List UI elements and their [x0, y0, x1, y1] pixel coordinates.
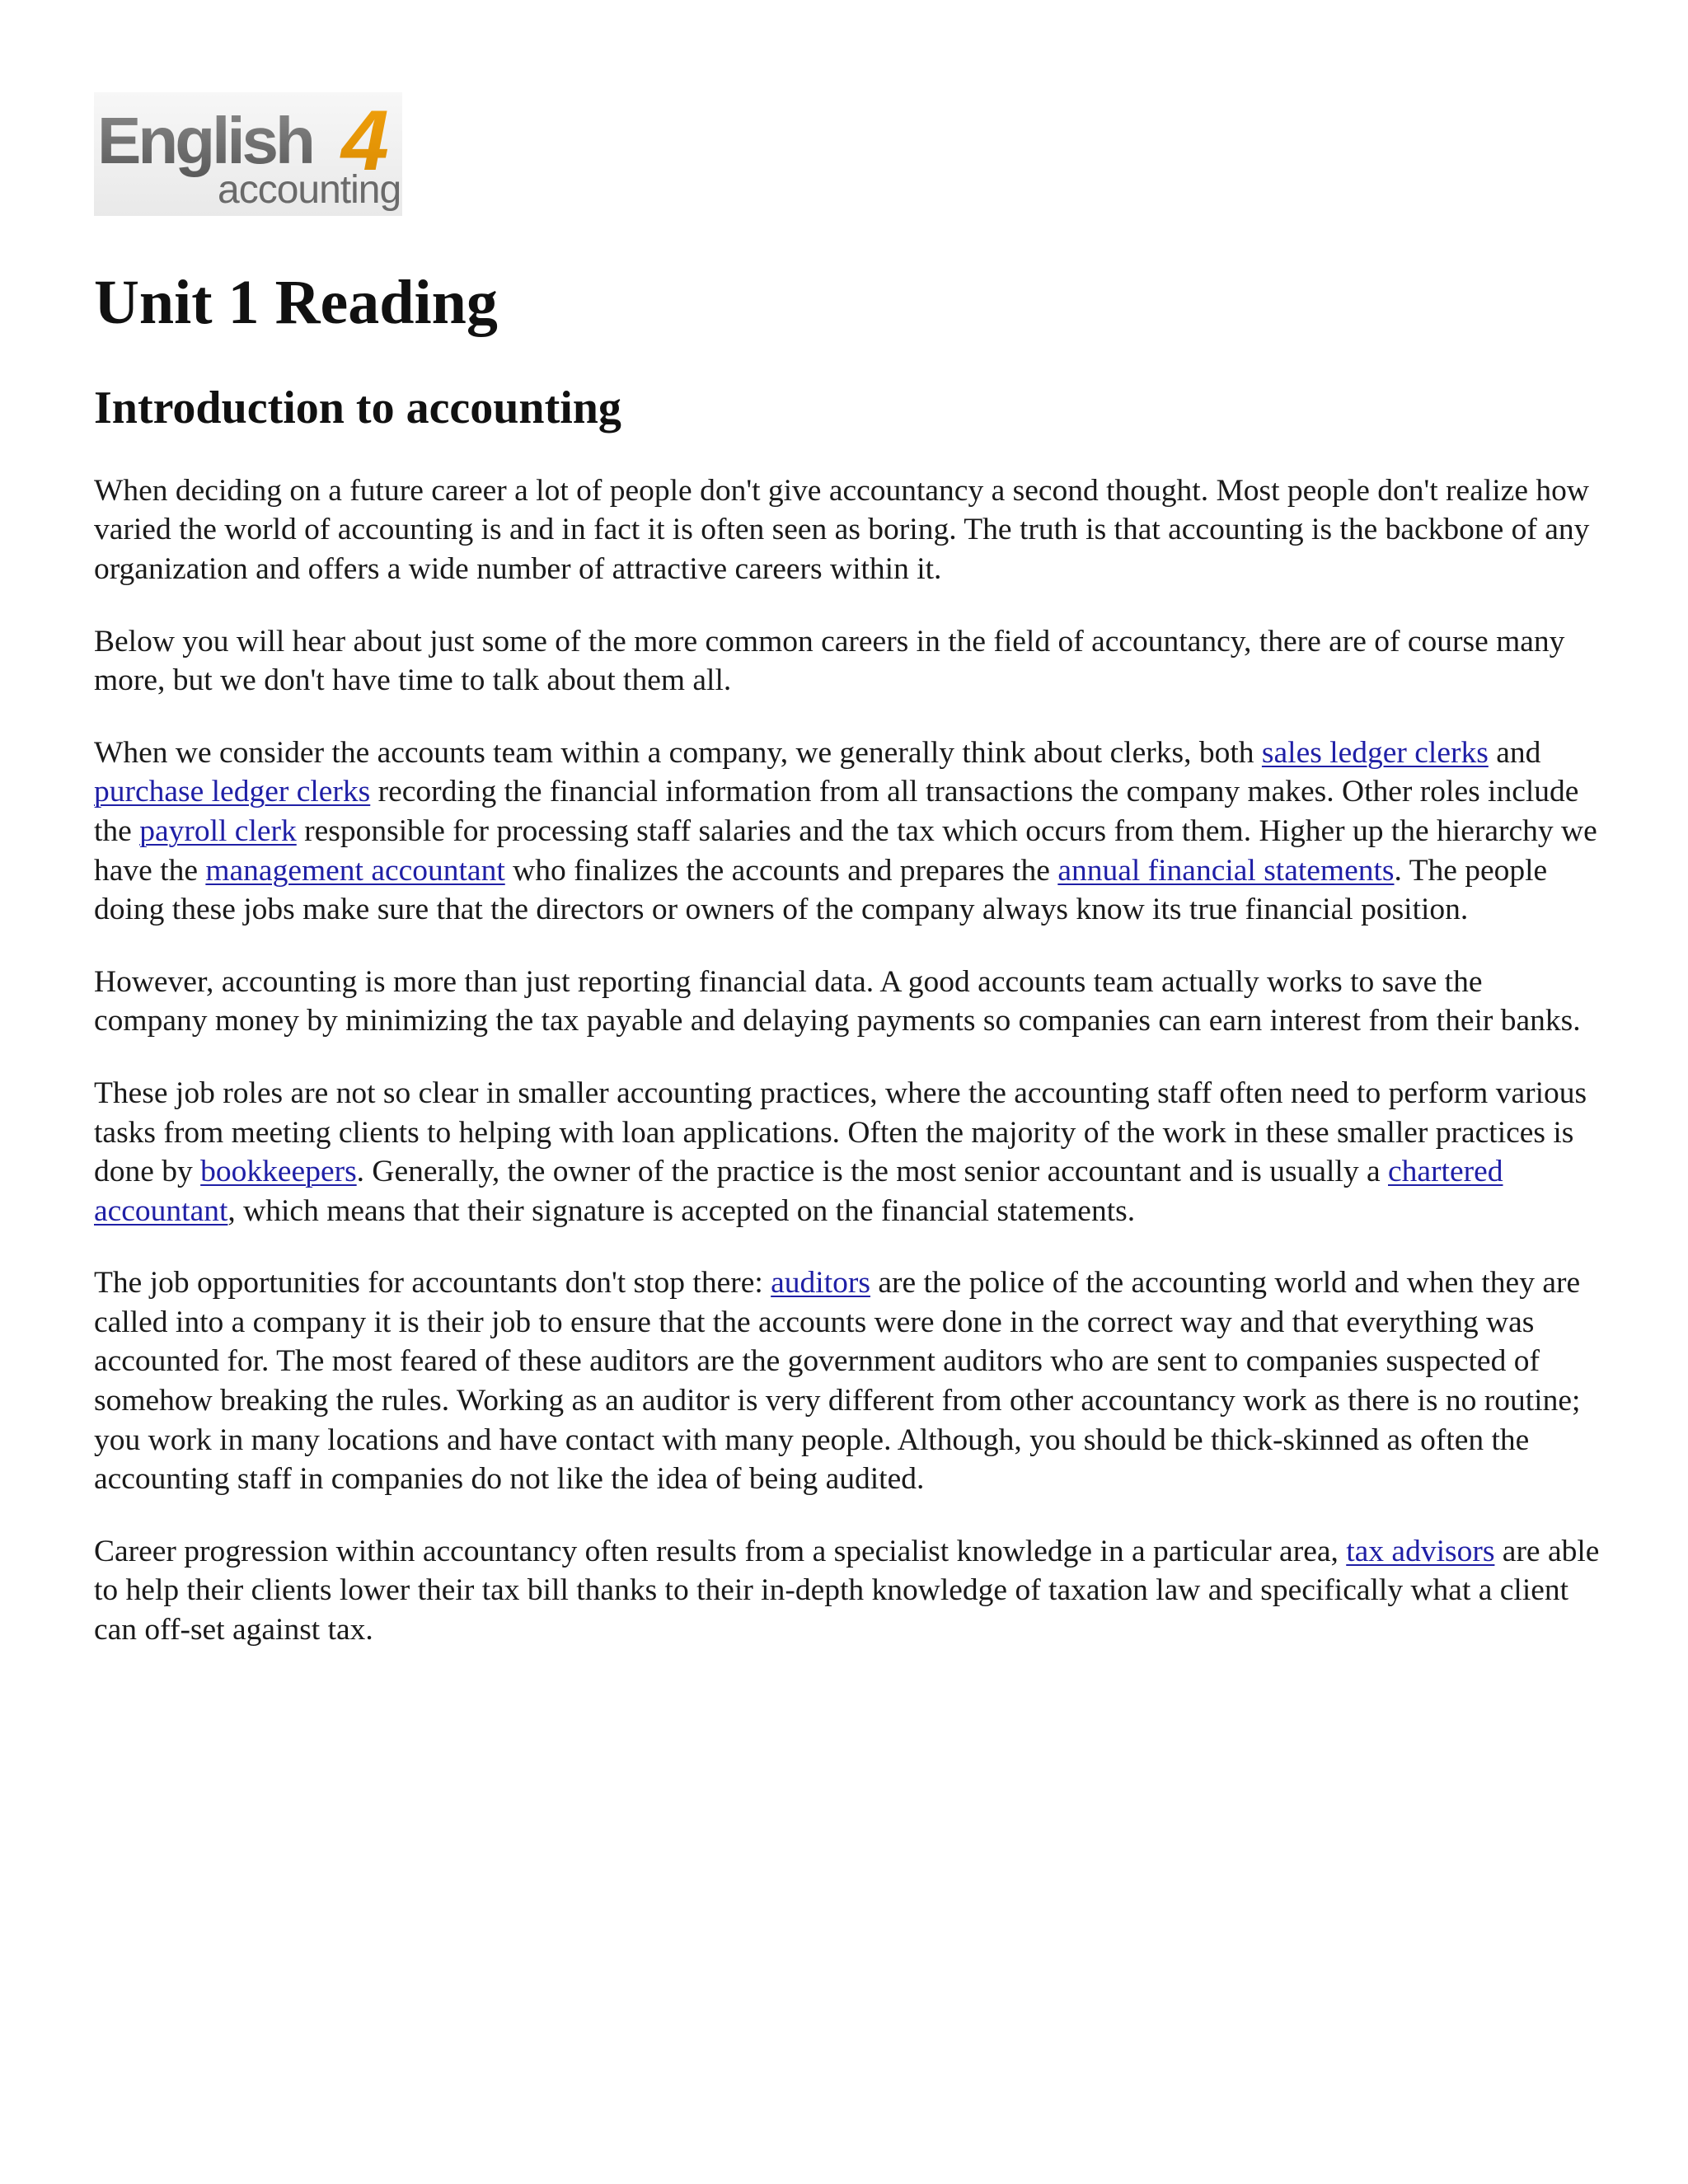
glossary-link-purchase-ledger-clerks[interactable]: purchase ledger clerks: [94, 775, 371, 809]
glossary-link-management-accountant[interactable]: management accountant: [205, 853, 505, 888]
paragraph-text: When deciding on a future career a lot of people don't give accountancy a second thought. Most people don't realize how varied the world of accounting is and in fact it is often seen as boring. The truth is that accounting is the backbone of any organization and offers a wide number of attractive careers within it.: [94, 473, 1590, 586]
paragraph-text: and: [1488, 735, 1541, 770]
glossary-link-tax-advisors[interactable]: tax advisors: [1346, 1534, 1495, 1568]
paragraph-text: These job roles are not so clear in smaller accounting practices, where the accounting staff often need to perform various tasks from meeting clients to helping with loan applications. Often the majority of the work in these smaller practices is done by: [94, 1076, 1587, 1189]
glossary-link-auditors[interactable]: auditors: [771, 1266, 870, 1301]
english4accounting-logo[interactable]: [94, 92, 402, 216]
glossary-link-payroll-clerk[interactable]: payroll clerk: [139, 813, 297, 848]
logo-graphic: [94, 92, 402, 216]
article-body: [94, 471, 1602, 1650]
paragraph-text: are able to help their clients lower their tax bill thanks to their in-depth knowledge of taxation law and specifically what a client can off-set against tax.: [94, 1534, 1600, 1647]
paragraph: [94, 1074, 1602, 1230]
paragraph: [94, 1263, 1602, 1499]
paragraph: [94, 1532, 1602, 1650]
paragraph: [94, 963, 1602, 1041]
paragraph-text: However, accounting is more than just reporting financial data. A good accounts team actually works to save the company money by minimizing the tax payable and delaying payments so companies can earn interest from their banks.: [94, 964, 1581, 1038]
paragraph: [94, 471, 1602, 589]
paragraph-text: are the police of the accounting world and when they are called into a company it is their job to ensure that the accounts were done in the correct way and that everything was accounted for. The most feared of these auditors are the government auditors who are sent to companies suspected of somehow breaking the rules. Working as an auditor is very different from other accountancy work as there is no routine; you work in many locations and have contact with many people. Although, you should be thick-skinned as often the accounting staff in companies do not like the idea of being audited.: [94, 1266, 1581, 1497]
page-title: Unit 1 Reading: [94, 268, 498, 337]
paragraph-text: who finalizes the accounts and prepares the: [504, 853, 1058, 888]
paragraph-text: , which means that their signature is accepted on the financial statements.: [227, 1193, 1136, 1228]
paragraph-text: recording the financial information from all transactions the company makes. Other roles include the: [94, 775, 1579, 848]
paragraph-text: Career progression within accountancy often results from a specialist knowledge in a particular area,: [94, 1534, 1347, 1568]
glossary-link-bookkeepers[interactable]: bookkeepers: [200, 1155, 357, 1189]
document-page: [94, 92, 1602, 1683]
section-title: Introduction to accounting: [94, 382, 621, 434]
paragraph-text: responsible for processing staff salaries and the tax which occurs from them. Higher up the hierarchy we have the: [94, 813, 1597, 888]
paragraph-text: When we consider the accounts team within a company, we generally think about clerks, both: [94, 735, 1262, 770]
logo-subtitle: accounting: [218, 168, 401, 212]
logo-digit: 4: [341, 93, 389, 189]
glossary-link-annual-financial-statements[interactable]: annual financial statements: [1057, 853, 1395, 888]
paragraph: [94, 622, 1602, 701]
paragraph-text: The job opportunities for accountants don't stop there:: [94, 1266, 771, 1301]
paragraph-text: . Generally, the owner of the practice is the most senior accountant and is usually a: [356, 1155, 1388, 1189]
paragraph-text: Below you will hear about just some of the more common careers in the field of accountancy, there are of course many more, but we don't have time to talk about them all.: [94, 624, 1565, 698]
glossary-link-chartered-accountant[interactable]: chartered accountant: [94, 1155, 1503, 1228]
glossary-link-sales-ledger-clerks[interactable]: sales ledger clerks: [1261, 735, 1489, 770]
paragraph: [94, 733, 1602, 930]
logo-word: English: [97, 104, 312, 177]
paragraph-text: . The people doing these jobs make sure that the directors or owners of the company always know its true financial position.: [94, 853, 1548, 927]
